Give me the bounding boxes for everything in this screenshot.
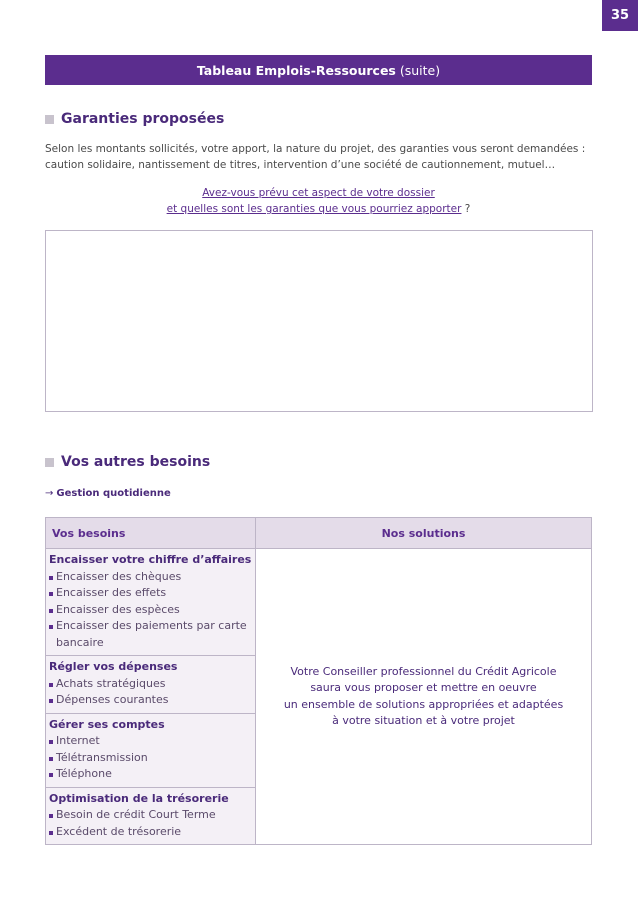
square-bullet-icon: [49, 831, 53, 835]
col-header-solutions: Nos solutions: [256, 518, 592, 549]
need-title: Optimisation de la trésorerie: [49, 791, 229, 805]
solution-cell: [256, 549, 592, 845]
list-item: Télétransmission: [49, 750, 253, 767]
garanties-heading-text: Garanties proposées: [61, 111, 225, 127]
square-bullet-icon: [49, 757, 53, 761]
gestion-subheading: [45, 488, 171, 499]
square-bullet-icon: [49, 609, 53, 613]
list-item: Besoin de crédit Court Terme: [49, 807, 253, 824]
square-bullet-icon: [49, 699, 53, 703]
list-item: Encaisser des effets: [49, 585, 253, 602]
page-number: 35: [602, 0, 638, 31]
need-cell: [46, 656, 256, 714]
answer-box[interactable]: [45, 230, 593, 412]
section-title-bar: [45, 55, 592, 85]
need-title: Encaisser votre chiffre d’affaires: [49, 553, 252, 566]
list-item: Encaisser des espèces: [49, 602, 253, 619]
list-item: Excédent de trésorerie: [49, 824, 253, 841]
list-item: Encaisser des paiements par carte bancaire: [49, 618, 253, 651]
square-bullet-icon: [49, 683, 53, 687]
need-cell: [46, 549, 256, 656]
solution-line-2: saura vous proposer et mettre en oeuvre: [310, 681, 537, 694]
need-title: Gérer ses comptes: [49, 717, 165, 731]
arrow-right-icon: →: [45, 488, 54, 499]
solution-line-4: à votre situation et à votre projet: [332, 714, 515, 727]
square-bullet-icon: [49, 625, 53, 629]
list-item: Achats stratégiques: [49, 676, 253, 693]
intro-line-1: Selon les montants sollicités, votre apport, la nature du projet, des garanties vous seront demandées :: [45, 143, 586, 155]
list-item: Téléphone: [49, 766, 253, 783]
solution-line-3: un ensemble de solutions appropriées et adaptées: [283, 697, 564, 711]
question-line-2: et quelles sont les garanties que vous pourriez apporter: [166, 203, 462, 215]
gestion-subheading-text: Gestion quotidienne: [56, 488, 171, 499]
question-mark: ?: [464, 203, 471, 215]
square-bullet-icon: [49, 592, 53, 596]
title-suffix: (suite): [399, 62, 441, 78]
garanties-question: [45, 185, 592, 217]
col-header-needs: Vos besoins: [46, 518, 256, 549]
autres-besoins-heading: [45, 454, 210, 470]
need-title: Régler vos dépenses: [49, 660, 178, 673]
list-item: Encaisser des chèques: [49, 569, 253, 586]
square-bullet-icon: [49, 814, 53, 818]
list-item: Internet: [49, 733, 253, 750]
need-cell: [46, 787, 256, 845]
square-bullet-icon: [49, 740, 53, 744]
intro-line-2: caution solidaire, nantissement de titres, intervention d’une société de cautionnement, mutuel…: [45, 159, 556, 171]
square-bullet-icon: [45, 115, 54, 124]
needs-table: [45, 517, 592, 845]
title-main: Tableau Emplois-Ressources: [196, 62, 396, 78]
autres-besoins-heading-text: Vos autres besoins: [61, 454, 211, 470]
square-bullet-icon: [45, 458, 54, 467]
garanties-intro: [45, 141, 600, 173]
garanties-heading: [45, 111, 224, 127]
table-row: [46, 549, 592, 656]
need-cell: [46, 713, 256, 787]
question-line-1: Avez-vous prévu cet aspect de votre dossier: [202, 187, 435, 199]
square-bullet-icon: [49, 773, 53, 777]
solution-line-1: Votre Conseiller professionnel du Crédit Agricole: [290, 664, 557, 678]
list-item: Dépenses courantes: [49, 692, 253, 709]
square-bullet-icon: [49, 576, 53, 580]
